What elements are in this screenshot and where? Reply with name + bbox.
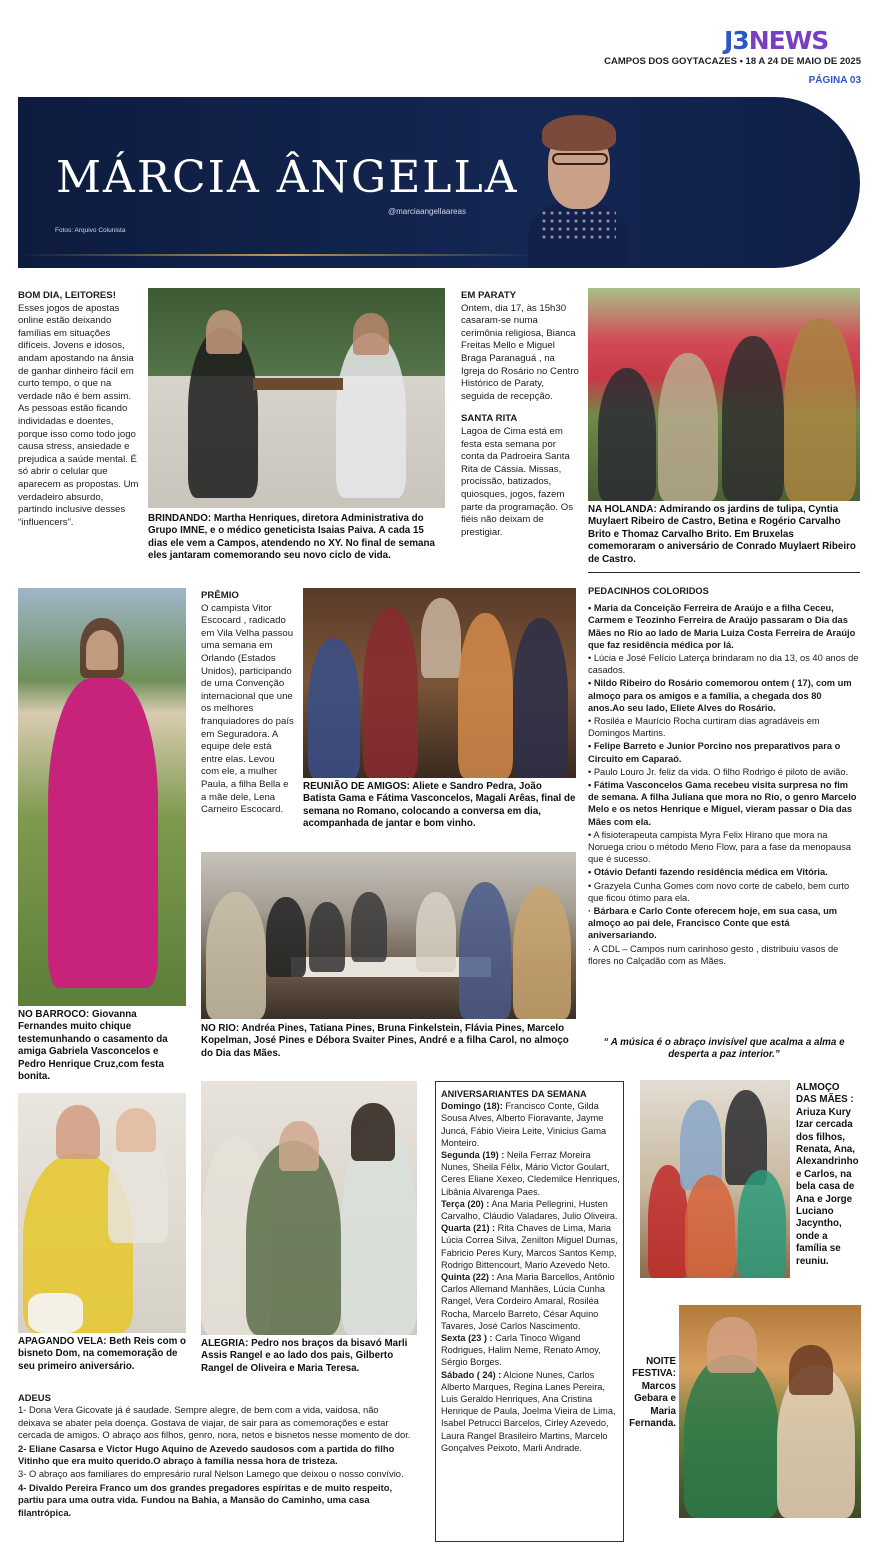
caption-rio: NO RIO: Andréa Pines, Tatiana Pines, Bruna Finkelstein, Flávia Pines, Marcelo Kopelman, José Pines e Débora Svaiter Pines, André e a filha Carol, no almoço do Dia das Mães. [201,1023,569,1059]
caption-alegria: ALEGRIA: Pedro nos braços da bisavó Marli Assis Rangel e ao lado dos pais, Gilberto Rangel de Oliveira e Maria Teresa. [201,1338,408,1374]
adeus-item: 4- Divaldo Pereira Franco um dos grandes pregadores espíritas e de muito respeito, partiu para uma outra vida. Fundou na Bahia, a Mansão do Caminho, uma casa filantrópica. [18,1481,393,1518]
paraty-title: EM PARATY [461,290,517,301]
columnist-handle: @marciaangellaareas [388,207,466,216]
pedacinho-item: • Fátima Vasconcelos Gama recebeu visita surpresa no fim de semana. A filha Juliana que mora no Rio, o genro Marcelo Melo e os netos Henrique e Miguel, vieram passar o Dia das Mães com ela. [588,780,857,827]
adeus-title: ADEUS [18,1392,51,1403]
intro-body: Esses jogos de apostas online estão deixando famílias em situações difíceis. Jovens e idosos, andam apostando na ânsia de ganhar dinheiro fácil em curto tempo, o que na verdade não é bem assim. As pessoas estão ficando individadas e doentes, porque isso como todo jogo causa stress, ansiedade e prejudica a saúde mental. É só abrir o celular que aparecem as propostas. Um verdadeiro absurdo, partindo inclusive desses “influencers”. [18,302,139,528]
adeus-section [18,1392,413,1520]
pedacinhos-section [588,585,860,968]
photo-alegria [201,1081,417,1335]
columnist-banner [18,97,860,268]
pedacinho-item: • Rosiléa e Maurício Rocha curtiram dias agradáveis em Domingos Martins. [588,716,820,739]
premio-title: PRÊMIO [201,590,239,601]
caption-barroco: NO BARROCO: Giovanna Fernandes muito chique testemunhando o casamento da amiga Gabriela Vasconcelos e Pedro Henrique Cruz,com festa bonita. [18,1009,168,1083]
premio-section [201,590,295,817]
page-number: PÁGINA 03 [808,75,861,86]
photo-noite-festiva [679,1305,861,1518]
aniversariantes-section [441,1088,621,1454]
pedacinho-item: • A fisioterapeuta campista Myra Felix Hirano que mora na Noruega criou o método Meno Flow, para a fase da menopausa que é sucesso. [588,829,852,865]
paraty-section [461,290,579,539]
dateline: CAMPOS DOS GOYTACAZES • 18 A 24 DE MAIO DE 2025 [604,56,861,67]
birthday-day: Quarta (21) : Rita Chaves de Lima, Maria Lúcia Correa Silva, Zenilton Miguel Dumas, Fabricio Peres Kury, Marcos Santos Kemp, Rodrigo Bittencourt, Mario Azevedo Neto. [441,1223,618,1270]
adeus-item: 2- Eliane Casarsa e Victor Hugo Aquino de Azevedo saudosos com a partida do filho Vitinho que era muito querido.O abraço à família nessa hora de tristeza. [18,1442,395,1467]
pedacinho-item: • Paulo Louro Jr. feliz da vida. O filho Rodrigo é piloto de avião. [588,766,849,777]
caption-noite-festiva: NOITE FESTIVA: Marcos Gebara e Maria Fernanda. [629,1356,676,1430]
caption-apagando-vela: APAGANDO VELA: Beth Reis com o bisneto Dom, na comemoração de seu primeiro aniversário. [18,1336,187,1372]
columnist-name: MÁRCIA ÂNGELLA [56,152,519,203]
caption-reuniao: REUNIÃO DE AMIGOS: Aliete e Sandro Pedra, João Batista Gama e Fátima Vasconcelos, Magali Arêas, final de semana no Romano, colocando a conversa em dia, acompanhada de jantar e bom vinho. [303,781,576,830]
music-quote: “ A música é o abraço invisível que acalma a alma e desperta a paz interior.” [603,1037,845,1061]
pedacinho-item: · A CDL – Campos num carinhoso gesto , distribuiu vasos de flores no Calçadão com as Mães. [588,943,839,966]
pedacinho-item: • Felipe Barreto e Junior Porcino nos preparativos para o Circuito em Caparaó. [588,741,841,764]
caption-brindando: BRINDANDO: Martha Henriques, diretora Administrativa do Grupo IMNE, e o médico geneticista Isaias Paiva. A cada 15 dias ele vem a Campos, atendendo no XY. No final de semana eles jantaram comemorando seu novo ciclo de vida. [148,513,435,562]
photo-barroco [18,588,186,1006]
paraty-body: Ontem, dia 17, às 15h30 casaram-se numa cerimônia religiosa, Bianca Freitas Mello e Miguel Braga Paranaguá , na Igreja do Rosário no Centro Histórico de Paraty, seguida de recepção. [461,302,579,402]
intro-section [18,290,140,529]
pedacinho-item: • Maria da Conceição Ferreira de Araújo e a filha Ceceu, Carmem e Teozinho Ferreira de Araújo passaram o Dia das Mães no Rio ao lado de Maria Luiza Costa Ferreira de Araújo que faz residência médica por lá. [588,603,856,650]
aniversariantes-title: ANIVERSARIANTES DA SEMANA [441,1089,587,1099]
santa-rita-title: SANTA RITA [461,413,518,425]
gold-line [18,254,538,256]
columnist-portrait [500,109,650,268]
j3news-logo: J3NEWS [724,26,829,55]
premio-body: O campista Vitor Escocard , radicado em Vila Velha passou uma semana em Orlando (Estados Unidos), participando de uma Convenção internacional que une os melhores franquiadores do país em Seguradora. A equipe dele está entre elas. Levou com ele, a mulher Paula, a filha Bella e a mãe dele, Lena Carneiro Escocard. [201,602,294,816]
adeus-item: 3- O abraço aos familiares do empresário rural Nelson Lamego que deixou o nosso convívio. [18,1468,404,1480]
photo-reuniao [303,588,576,778]
photo-brindando [148,288,445,508]
photo-credit: Fotos: Arquivo Colunista [55,227,126,234]
pedacinho-item: • Lúcia e José Felício Laterça brindaram no dia 13, os 40 anos de casados. [588,653,859,676]
intro-title: BOM DIA, LEITORES! [18,290,116,301]
pedacinho-item: • Grazyela Cunha Gomes com novo corte de cabelo, bem curto que ficou ótimo para ela. [588,880,850,903]
caption-holanda: NA HOLANDA: Admirando os jardins de tulipa, Cyntia Muylaert Ribeiro de Castro, Betina e Rogério Carvalho Brito e Thomaz Carvalho Brito. Em Bruxelas comemoraram o aniversário de Conrado Muylaert Ribeiro de Castro. [588,504,856,565]
photo-rio [201,852,576,1019]
adeus-item: 1- Dona Vera Gicovate já é saudade. Sempre alegre, de bem com a vida, vaidosa, não deixava se abater pela doença. Gostava de viajar, de sair para as comemorações e estar cercada de amigos. O abraço aos filhos, genro, nora, netos e bisnetos nesse momento de dor. [18,1404,411,1441]
pedacinho-item: · Bárbara e Carlo Conte oferecem hoje, em sua casa, um almoço ao pai dele, Francisco Conte que está aniversariando. [588,906,838,941]
birthday-day: Domingo (18): Francisco Conte, Gilda Sousa Alves, Alberto Fioravante, Jayme Juncá, Fábio Vieira Leite, Vinicius Gama Monteiro. [441,1101,607,1148]
birthday-day: Sábado ( 24) : Alcione Nunes, Carlos Alberto Marques, Regina Lanes Pereira, Luis Geraldo Henriques, Ana Cristina Henrique de Paula, Joelma Vieira de Lima, Isabel Petrucci Barcelos, Cirley Azevedo, Laura Rangel Brasileiro Martins, Marcelo Gonçalves Peixoto, Marli Andrade. [441,1369,616,1453]
birthday-day: Sexta (23 ) : Carla Tinoco Wigand Rodrigues, Halim Neme, Renato Amoy, Sérgio Borges. [441,1333,601,1368]
photo-almoco-das-maes [640,1080,790,1278]
section-divider [588,572,860,573]
pedacinho-item: • Nildo Ribeiro do Rosário comemorou ontem ( 17), com um almoço para os amigos e a família, a chegada dos 80 anos.Ao seu lado, Eliete Alves do Rosário. [588,678,852,713]
pedacinhos-title: PEDACINHOS COLORIDOS [588,586,709,596]
photo-apagando-vela [18,1093,186,1333]
pedacinho-item: • Otávio Defanti fazendo residência médica em Vitória. [588,867,828,878]
photo-holanda [588,288,860,501]
birthday-day: Quinta (22) : Ana Maria Barcellos, Antônio Carlos Allemand Manhães, Lúcia Cunha Rangel, Vera Cordeiro Amaral, Rosiléa Rocha, Marcelo Barreto, César Aquino Tavares, José Carlos Nascimento. [441,1272,615,1331]
birthday-day: Terça (20) : Ana Maria Pellegrini, Husten Carvalho, Cláudio Valadares, Julio Oliveira. [441,1198,618,1222]
caption-almoco-das-maes: ALMOÇO DAS MÃES : Ariuza Kury Izar cercada dos filhos, Renata, Ana, Alexandrinho e Carlos, na bela casa de Ana e Jorge Luciano Jacyntho, onde a família se reuniu. [796,1082,859,1267]
santa-rita-body: Lagoa de Cima está em festa esta semana por conta da Padroeira Santa Rita de Cássia. Missas, procissão, batizados, quiosques, jogos, fazem parte da programação. Os fiéis não deixam de prestigiar. [461,425,573,538]
birthday-day: Segunda (19) : Neila Ferraz Moreira Nunes, Sheila Félix, Mário Victor Goulart, Ceres Eliane Xexeo, Cledemilce Henriques, Libânia Alvarenga Paes. [441,1150,620,1197]
